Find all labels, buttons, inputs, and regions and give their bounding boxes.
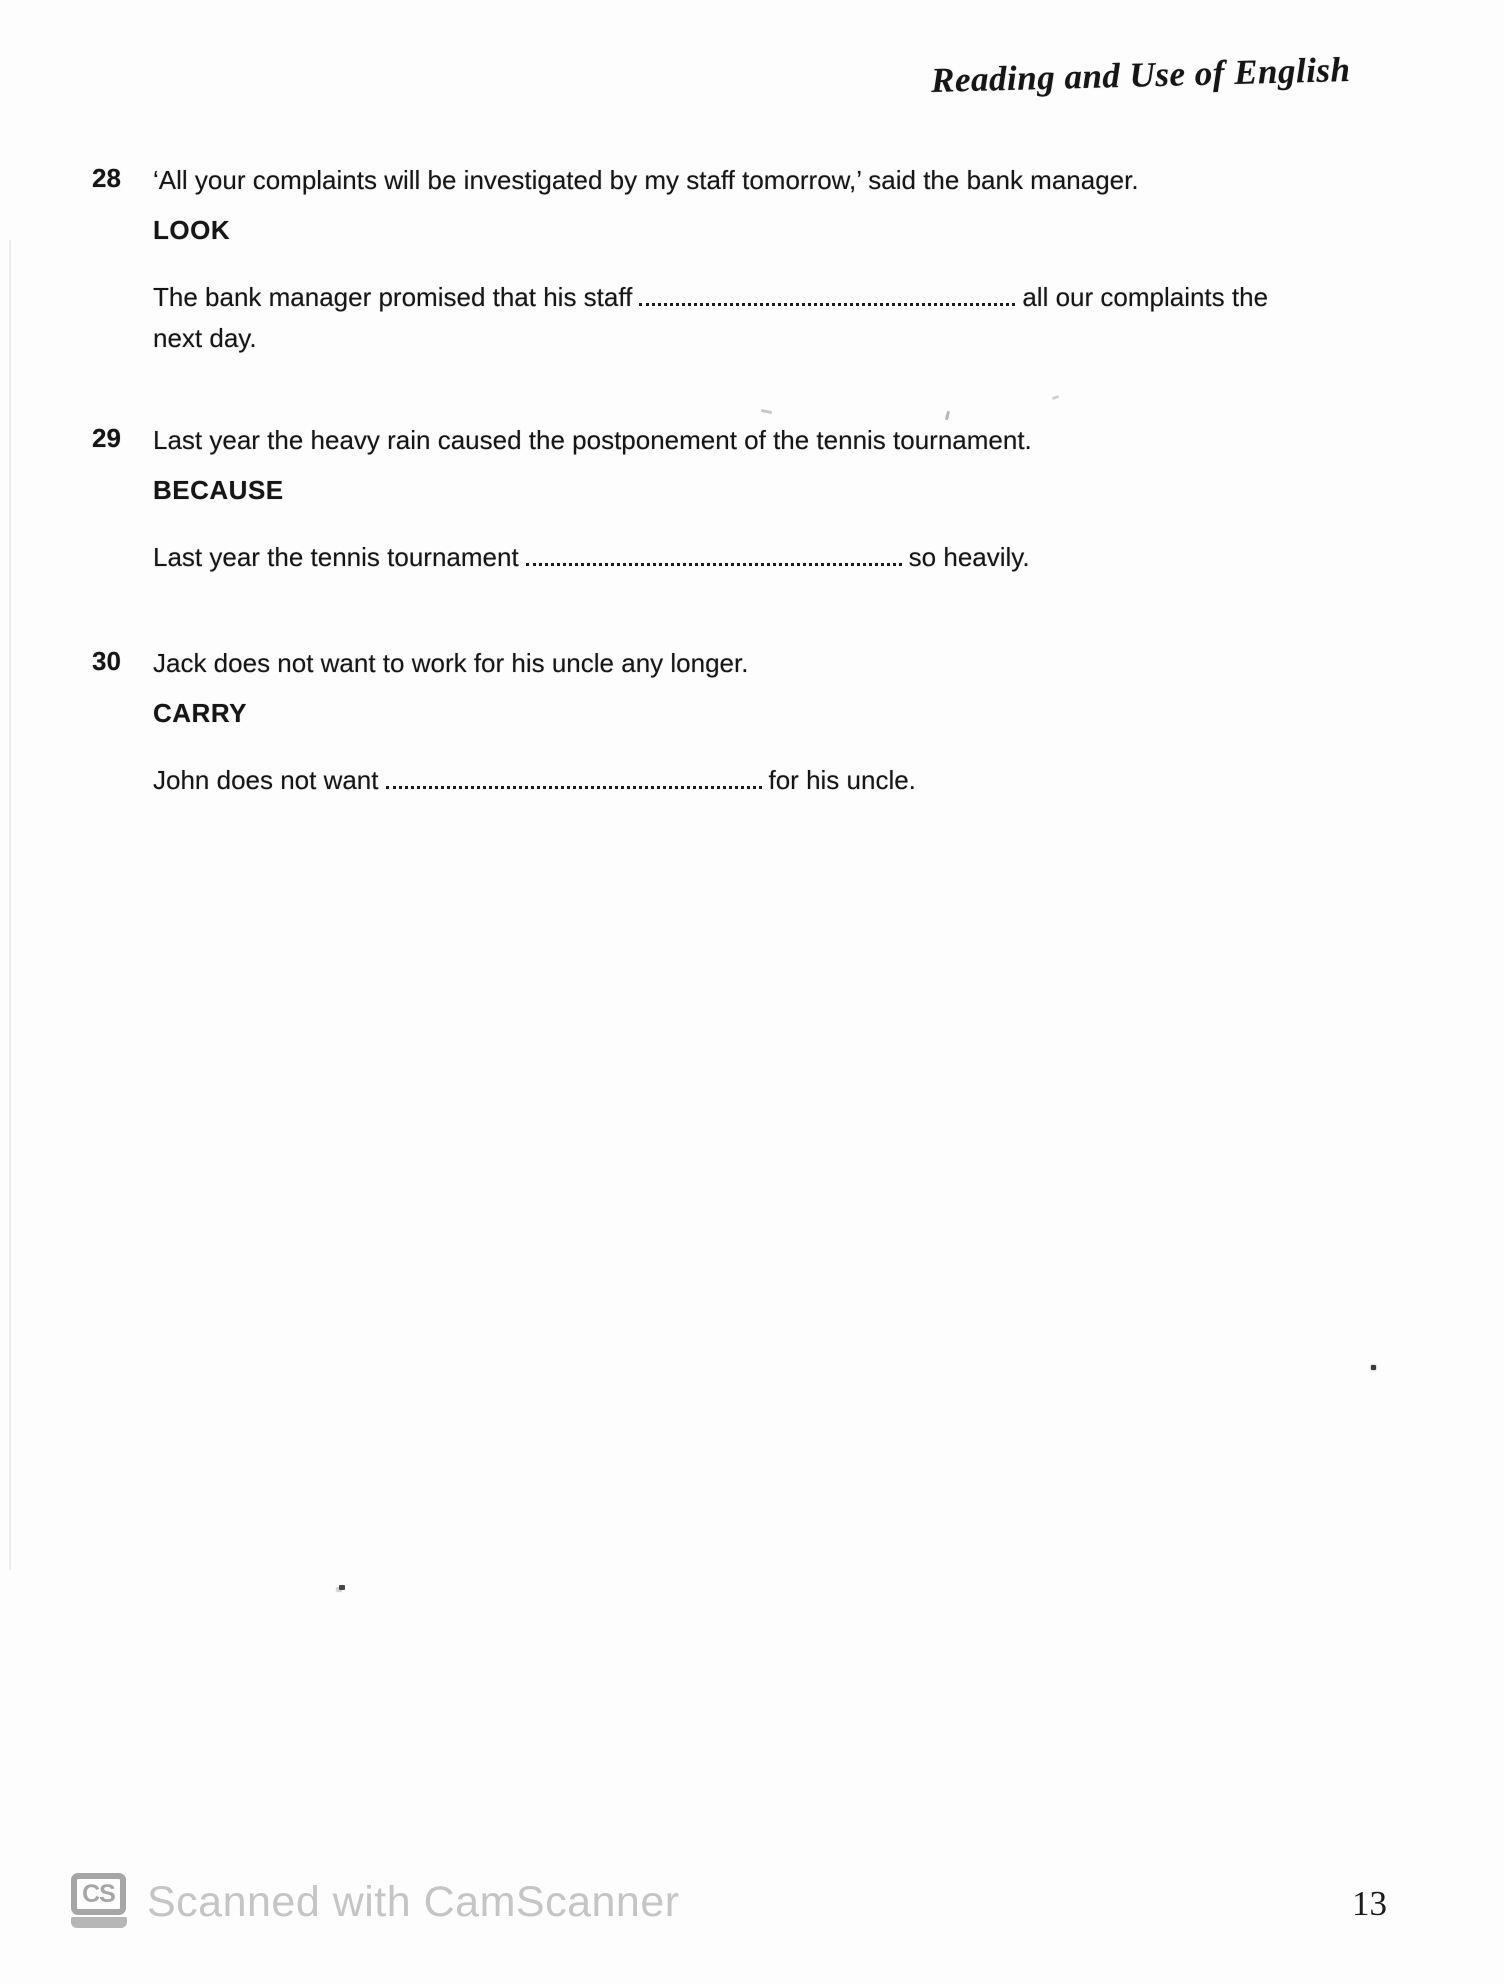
answer-line-before: John does not want: [153, 765, 379, 795]
scan-artifact-speck: [945, 411, 950, 420]
question-sentence: Last year the heavy rain caused the postponement of the tennis tournament.: [153, 425, 1032, 455]
answer-line: [153, 760, 1383, 801]
answer-line-continuation: next day.: [153, 323, 257, 353]
section-title: Reading and Use of English: [930, 50, 1351, 100]
camscanner-logo-base: [71, 1917, 127, 1928]
question-sentence: Jack does not want to work for his uncle any longer.: [153, 648, 749, 678]
question-number: 29: [92, 423, 121, 453]
camscanner-logo-frame: [71, 1873, 126, 1915]
footer: [0, 1870, 1504, 1940]
keyword-label: LOOK: [153, 215, 231, 245]
answer-blank-dotted-line: [526, 561, 902, 566]
keyword-label: CARRY: [153, 698, 247, 728]
camscanner-logo-text: CS: [82, 1879, 115, 1908]
camscanner-watermark-text: Scanned with CamScanner: [147, 1878, 680, 1926]
page-number: 13: [1352, 1884, 1387, 1923]
answer-line-after: so heavily.: [908, 542, 1030, 572]
keyword-label: BECAUSE: [153, 475, 284, 505]
scan-artifact-speck: [339, 1585, 345, 1590]
question-number: 28: [92, 163, 121, 193]
answer-line-after: for his uncle.: [768, 765, 916, 795]
answer-line: [153, 277, 1383, 359]
answer-line-before: Last year the tennis tournament: [153, 542, 519, 572]
scan-artifact-speck: [1052, 395, 1060, 400]
question-number: 30: [92, 646, 121, 676]
scan-artifact-speck: [1371, 1365, 1376, 1370]
answer-blank-dotted-line: [386, 784, 762, 789]
scan-artifact-edge-line: [9, 240, 11, 1570]
scan-artifact-speck: [761, 409, 772, 414]
question-sentence: ‘All your complaints will be investigated by my staff tomorrow,’ said the bank manager.: [153, 165, 1139, 195]
camscanner-logo-icon: [71, 1873, 127, 1931]
answer-line-after: all our complaints the: [1022, 282, 1269, 312]
answer-line: [153, 537, 1383, 578]
answer-line-before: The bank manager promised that his staff: [153, 282, 633, 312]
answer-blank-dotted-line: [639, 301, 1015, 306]
